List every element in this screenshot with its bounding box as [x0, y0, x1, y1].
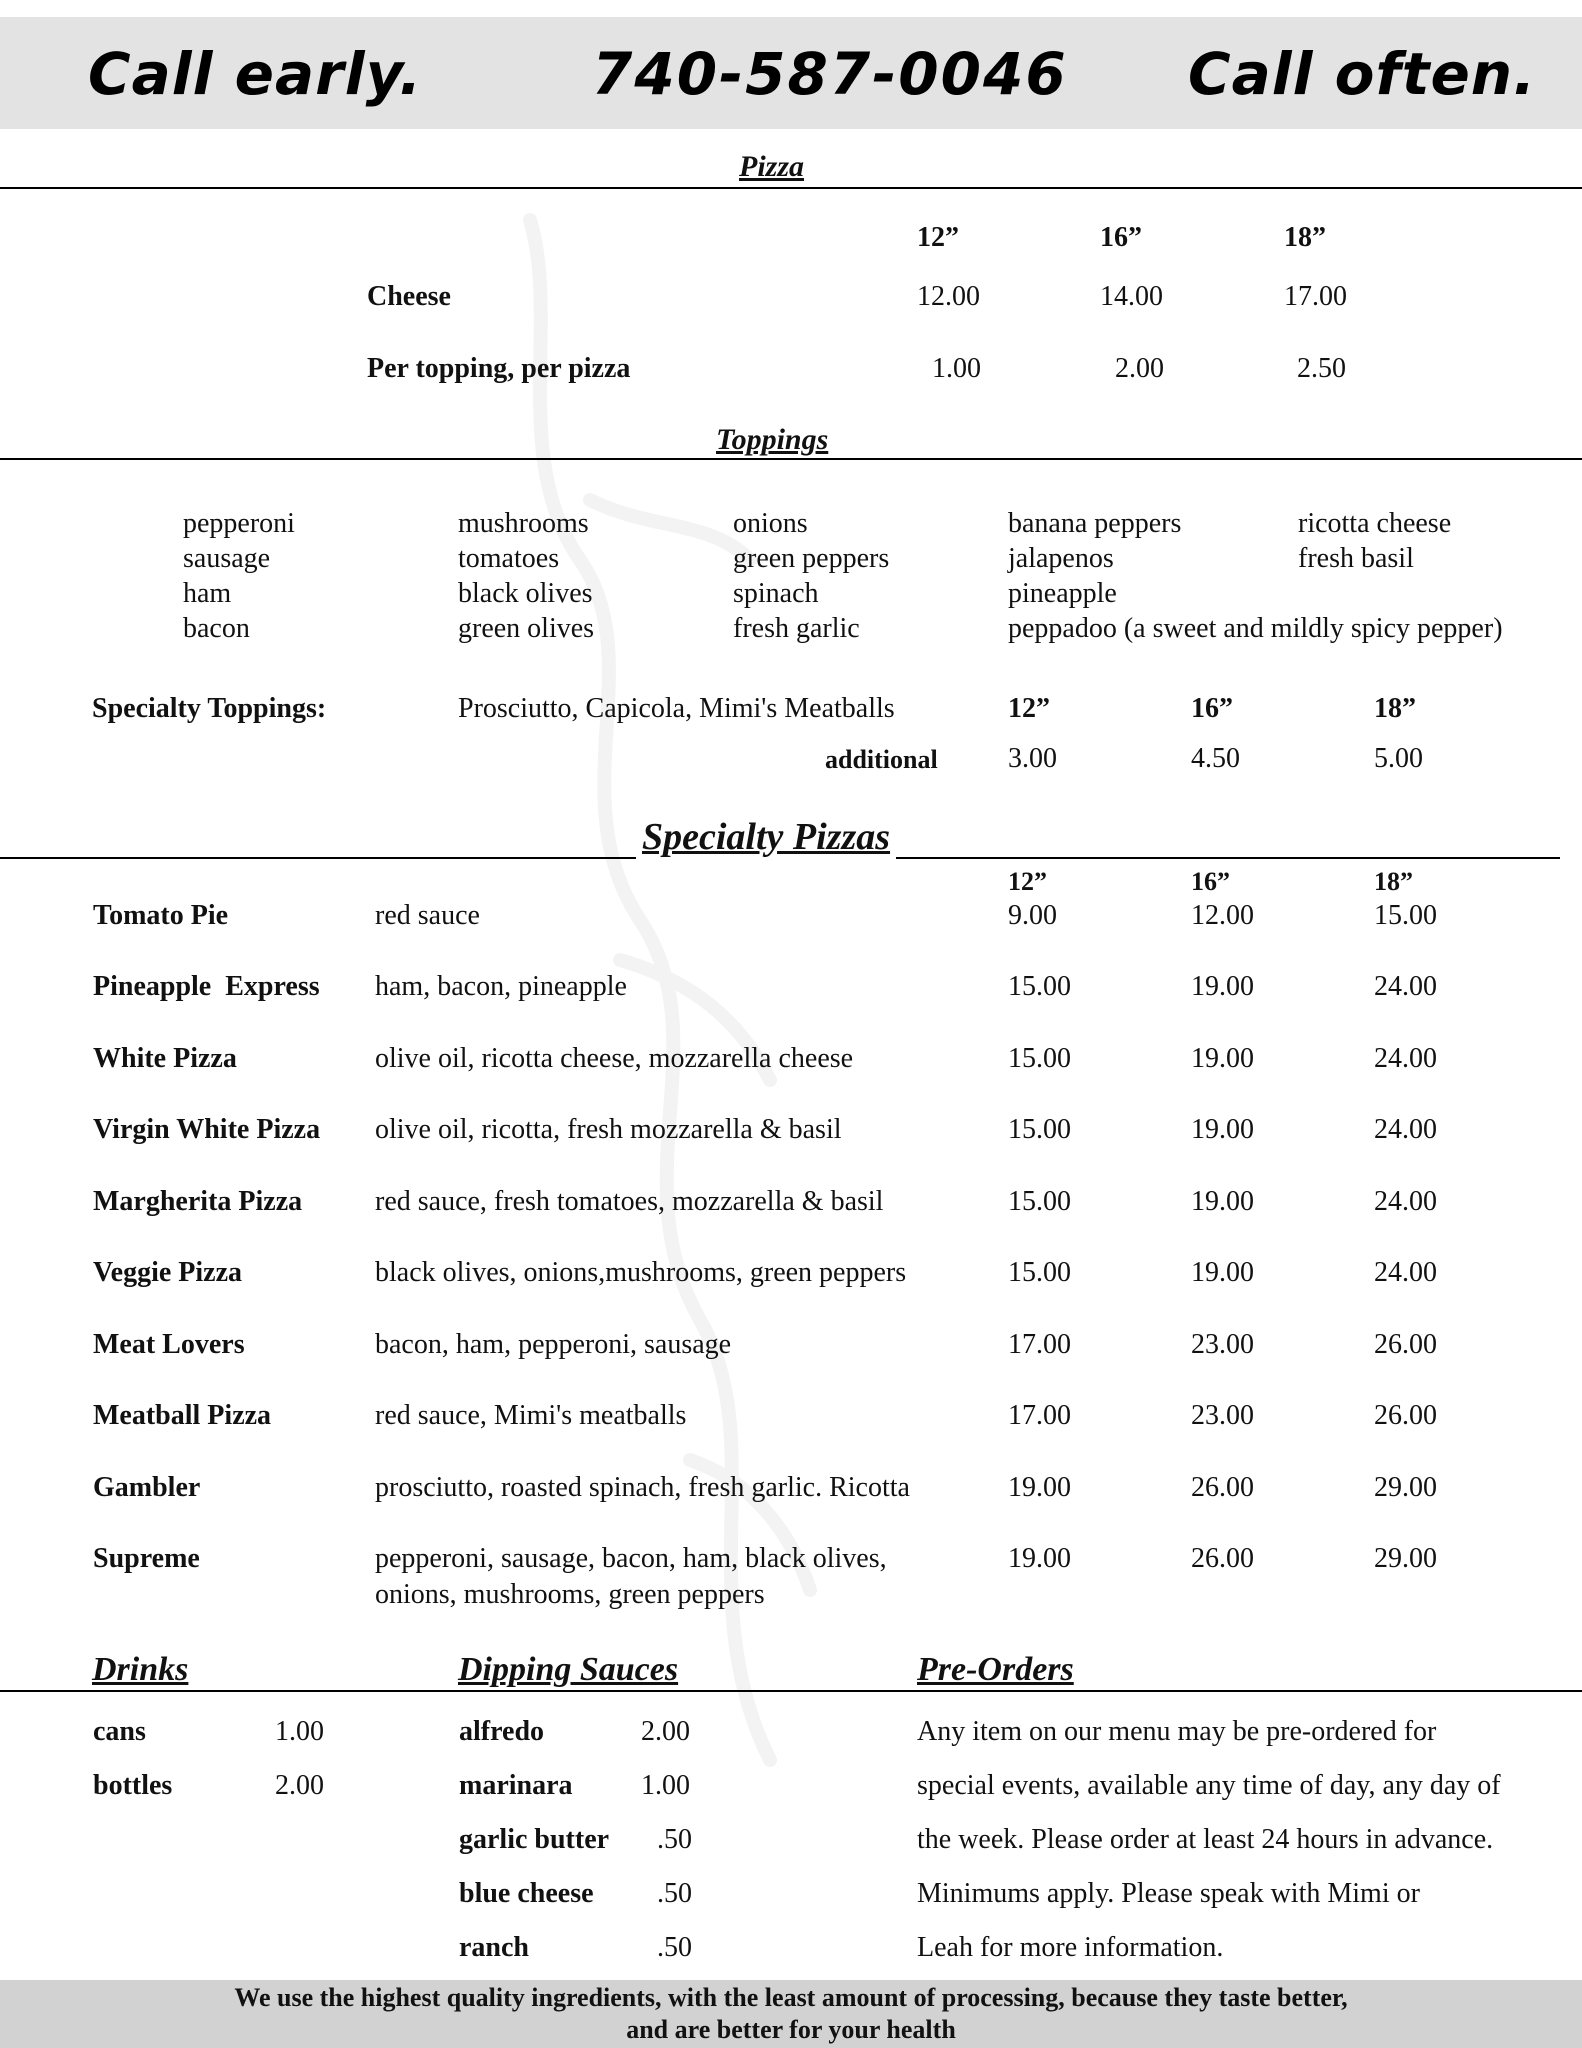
specialty-topping-size-16: 16”: [1191, 693, 1233, 724]
additional-label: additional: [825, 745, 938, 774]
topping-peppadoo: peppadoo (a sweet and mildly spicy pepper): [1008, 613, 1503, 644]
additional-price-18: 5.00: [1374, 743, 1423, 774]
footer-line-2: and are better for your health: [626, 2015, 956, 2044]
specialty-toppings-label: Specialty Toppings:: [92, 693, 327, 724]
tomato-pie-price-18: 15.00: [1374, 900, 1437, 931]
sauce-garlic-butter-price: .50: [657, 1824, 692, 1855]
drink-cans-name: cans: [93, 1716, 146, 1747]
additional-price-12: 3.00: [1008, 743, 1057, 774]
supreme-name: Supreme: [93, 1543, 200, 1574]
white-pizza-price-18: 24.00: [1374, 1043, 1437, 1074]
margherita-pizza-price-18: 24.00: [1374, 1186, 1437, 1217]
virgin-white-pizza-desc: olive oil, ricotta, fresh mozzarella & basil: [375, 1114, 842, 1145]
sauce-ranch-price: .50: [657, 1932, 692, 1963]
gambler-price-16: 26.00: [1191, 1472, 1254, 1503]
gambler-price-18: 29.00: [1374, 1472, 1437, 1503]
drink-cans-price: 1.00: [275, 1716, 324, 1747]
supreme-desc: pepperoni, sausage, bacon, ham, black olives,: [375, 1543, 887, 1574]
pineapple-express-price-12: 15.00: [1008, 971, 1071, 1002]
pizza-section-rule: [0, 187, 1582, 189]
specialty-pizza-size-12: 12”: [1008, 867, 1047, 896]
meatball-pizza-price-16: 23.00: [1191, 1400, 1254, 1431]
specialty-pizza-size-18: 18”: [1374, 867, 1413, 896]
sauce-alfredo-name: alfredo: [459, 1716, 545, 1747]
white-pizza-desc: olive oil, ricotta cheese, mozzarella cheese: [375, 1043, 854, 1074]
meatball-pizza-name: Meatball Pizza: [93, 1400, 272, 1431]
sauce-blue-cheese-name: blue cheese: [459, 1878, 594, 1909]
veggie-pizza-price-16: 19.00: [1191, 1257, 1254, 1288]
virgin-white-pizza-price-16: 19.00: [1191, 1114, 1254, 1145]
topping-green-olives: green olives: [458, 613, 595, 644]
supreme-desc-line2: onions, mushrooms, green peppers: [375, 1579, 765, 1610]
margherita-pizza-price-16: 19.00: [1191, 1186, 1254, 1217]
topping-banana-peppers: banana peppers: [1008, 508, 1182, 539]
pre-orders-line-1: Any item on our menu may be pre-ordered for: [917, 1716, 1437, 1747]
cheese-price-16: 14.00: [1100, 281, 1163, 312]
phone-number[interactable]: 740-587-0046: [592, 40, 1068, 108]
specialty-pizza-size-16: 16”: [1191, 867, 1230, 896]
pre-orders-line-2: special events, available any time of day, any day of: [917, 1770, 1501, 1801]
gambler-desc: prosciutto, roasted spinach, fresh garlic. Ricotta: [375, 1472, 910, 1503]
per-topping-price-16: 2.00: [1115, 353, 1164, 384]
additional-price-16: 4.50: [1191, 743, 1240, 774]
pizza-size-12: 12”: [917, 222, 959, 253]
meat-lovers-price-12: 17.00: [1008, 1329, 1071, 1360]
pre-orders-line-3: the week. Please order at least 24 hours in advance.: [917, 1824, 1494, 1855]
veggie-pizza-price-12: 15.00: [1008, 1257, 1071, 1288]
veggie-pizza-price-18: 24.00: [1374, 1257, 1437, 1288]
pineapple-express-price-16: 19.00: [1191, 971, 1254, 1002]
virgin-white-pizza-price-18: 24.00: [1374, 1114, 1437, 1145]
topping-ricotta-cheese: ricotta cheese: [1298, 508, 1452, 539]
cheese-label: Cheese: [367, 281, 451, 312]
bottom-sections-rule: [0, 1690, 1582, 1692]
supreme-price-12: 19.00: [1008, 1543, 1071, 1574]
specialty-topping-size-12: 12”: [1008, 693, 1050, 724]
virgin-white-pizza-name: Virgin White Pizza: [93, 1114, 321, 1145]
pizza-size-18: 18”: [1284, 222, 1326, 253]
topping-fresh-basil: fresh basil: [1298, 543, 1414, 574]
topping-black-olives: black olives: [458, 578, 593, 609]
per-topping-label: Per topping, per pizza: [367, 353, 631, 384]
virgin-white-pizza-price-12: 15.00: [1008, 1114, 1071, 1145]
pineapple-express-desc: ham, bacon, pineapple: [375, 971, 627, 1002]
specialty-topping-size-18: 18”: [1374, 693, 1416, 724]
white-pizza-price-16: 19.00: [1191, 1043, 1254, 1074]
veggie-pizza-name: Veggie Pizza: [93, 1257, 243, 1288]
topping-mushrooms: mushrooms: [458, 508, 589, 539]
drinks-section-title: Drinks: [92, 1651, 196, 1689]
pizza-section-title: Pizza: [733, 150, 810, 184]
toppings-section-title: Toppings: [710, 423, 834, 457]
call-often-slogan: Call often.: [1188, 40, 1537, 108]
meat-lovers-desc: bacon, ham, pepperoni, sausage: [375, 1329, 732, 1360]
topping-sausage: sausage: [183, 543, 271, 574]
tomato-pie-price-16: 12.00: [1191, 900, 1254, 931]
supreme-price-18: 29.00: [1374, 1543, 1437, 1574]
drink-bottles-name: bottles: [93, 1770, 173, 1801]
topping-fresh-garlic: fresh garlic: [733, 613, 860, 644]
sauce-alfredo-price: 2.00: [641, 1716, 690, 1747]
topping-pepperoni: pepperoni: [183, 508, 295, 539]
meat-lovers-price-16: 23.00: [1191, 1329, 1254, 1360]
dipping-sauces-section-title: Dipping Sauces: [458, 1651, 686, 1689]
margherita-pizza-desc: red sauce, fresh tomatoes, mozzarella & basil: [375, 1186, 884, 1217]
tomato-pie-name: Tomato Pie: [93, 900, 229, 931]
cheese-price-18: 17.00: [1284, 281, 1347, 312]
pre-orders-line-5: Leah for more information.: [917, 1932, 1224, 1963]
tomato-pie-desc: red sauce: [375, 900, 480, 931]
pineapple-express-price-18: 24.00: [1374, 971, 1437, 1002]
sauce-marinara-name: marinara: [459, 1770, 573, 1801]
sauce-garlic-butter-name: garlic butter: [459, 1824, 610, 1855]
topping-ham: ham: [183, 578, 232, 609]
margherita-pizza-name: Margherita Pizza: [93, 1186, 303, 1217]
pre-orders-line-4: Minimums apply. Please speak with Mimi or: [917, 1878, 1420, 1909]
pre-orders-section-title: Pre-Orders: [917, 1651, 1082, 1689]
topping-pineapple: pineapple: [1008, 578, 1117, 609]
white-pizza-price-12: 15.00: [1008, 1043, 1071, 1074]
topping-spinach: spinach: [733, 578, 819, 609]
meat-lovers-name: Meat Lovers: [93, 1329, 245, 1360]
white-pizza-name: White Pizza: [93, 1043, 237, 1074]
sauce-ranch-name: ranch: [459, 1932, 529, 1963]
per-topping-price-18: 2.50: [1297, 353, 1346, 384]
per-topping-price-12: 1.00: [932, 353, 981, 384]
specialty-pizzas-section-title: Specialty Pizzas: [636, 815, 896, 859]
meatball-pizza-price-18: 26.00: [1374, 1400, 1437, 1431]
toppings-section-rule: [0, 458, 1582, 460]
pizza-size-16: 16”: [1100, 222, 1142, 253]
call-early-slogan: Call early.: [88, 40, 423, 108]
meatball-pizza-price-12: 17.00: [1008, 1400, 1071, 1431]
topping-jalapenos: jalapenos: [1008, 543, 1114, 574]
topping-onions: onions: [733, 508, 808, 539]
topping-green-peppers: green peppers: [733, 543, 890, 574]
sauce-blue-cheese-price: .50: [657, 1878, 692, 1909]
pineapple-express-name: Pineapple Express: [93, 971, 320, 1002]
topping-tomatoes: tomatoes: [458, 543, 560, 574]
supreme-price-16: 26.00: [1191, 1543, 1254, 1574]
meat-lovers-price-18: 26.00: [1374, 1329, 1437, 1360]
specialty-toppings-items: Prosciutto, Capicola, Mimi's Meatballs: [458, 693, 895, 724]
gambler-name: Gambler: [93, 1472, 201, 1503]
margherita-pizza-price-12: 15.00: [1008, 1186, 1071, 1217]
tomato-pie-price-12: 9.00: [1008, 900, 1057, 931]
gambler-price-12: 19.00: [1008, 1472, 1071, 1503]
topping-bacon: bacon: [183, 613, 250, 644]
drink-bottles-price: 2.00: [275, 1770, 324, 1801]
footer-line-1: We use the highest quality ingredients, with the least amount of processing, because they taste better,: [234, 1983, 1348, 2012]
sauce-marinara-price: 1.00: [641, 1770, 690, 1801]
meatball-pizza-desc: red sauce, Mimi's meatballs: [375, 1400, 687, 1431]
cheese-price-12: 12.00: [917, 281, 980, 312]
veggie-pizza-desc: black olives, onions,mushrooms, green peppers: [375, 1257, 907, 1288]
